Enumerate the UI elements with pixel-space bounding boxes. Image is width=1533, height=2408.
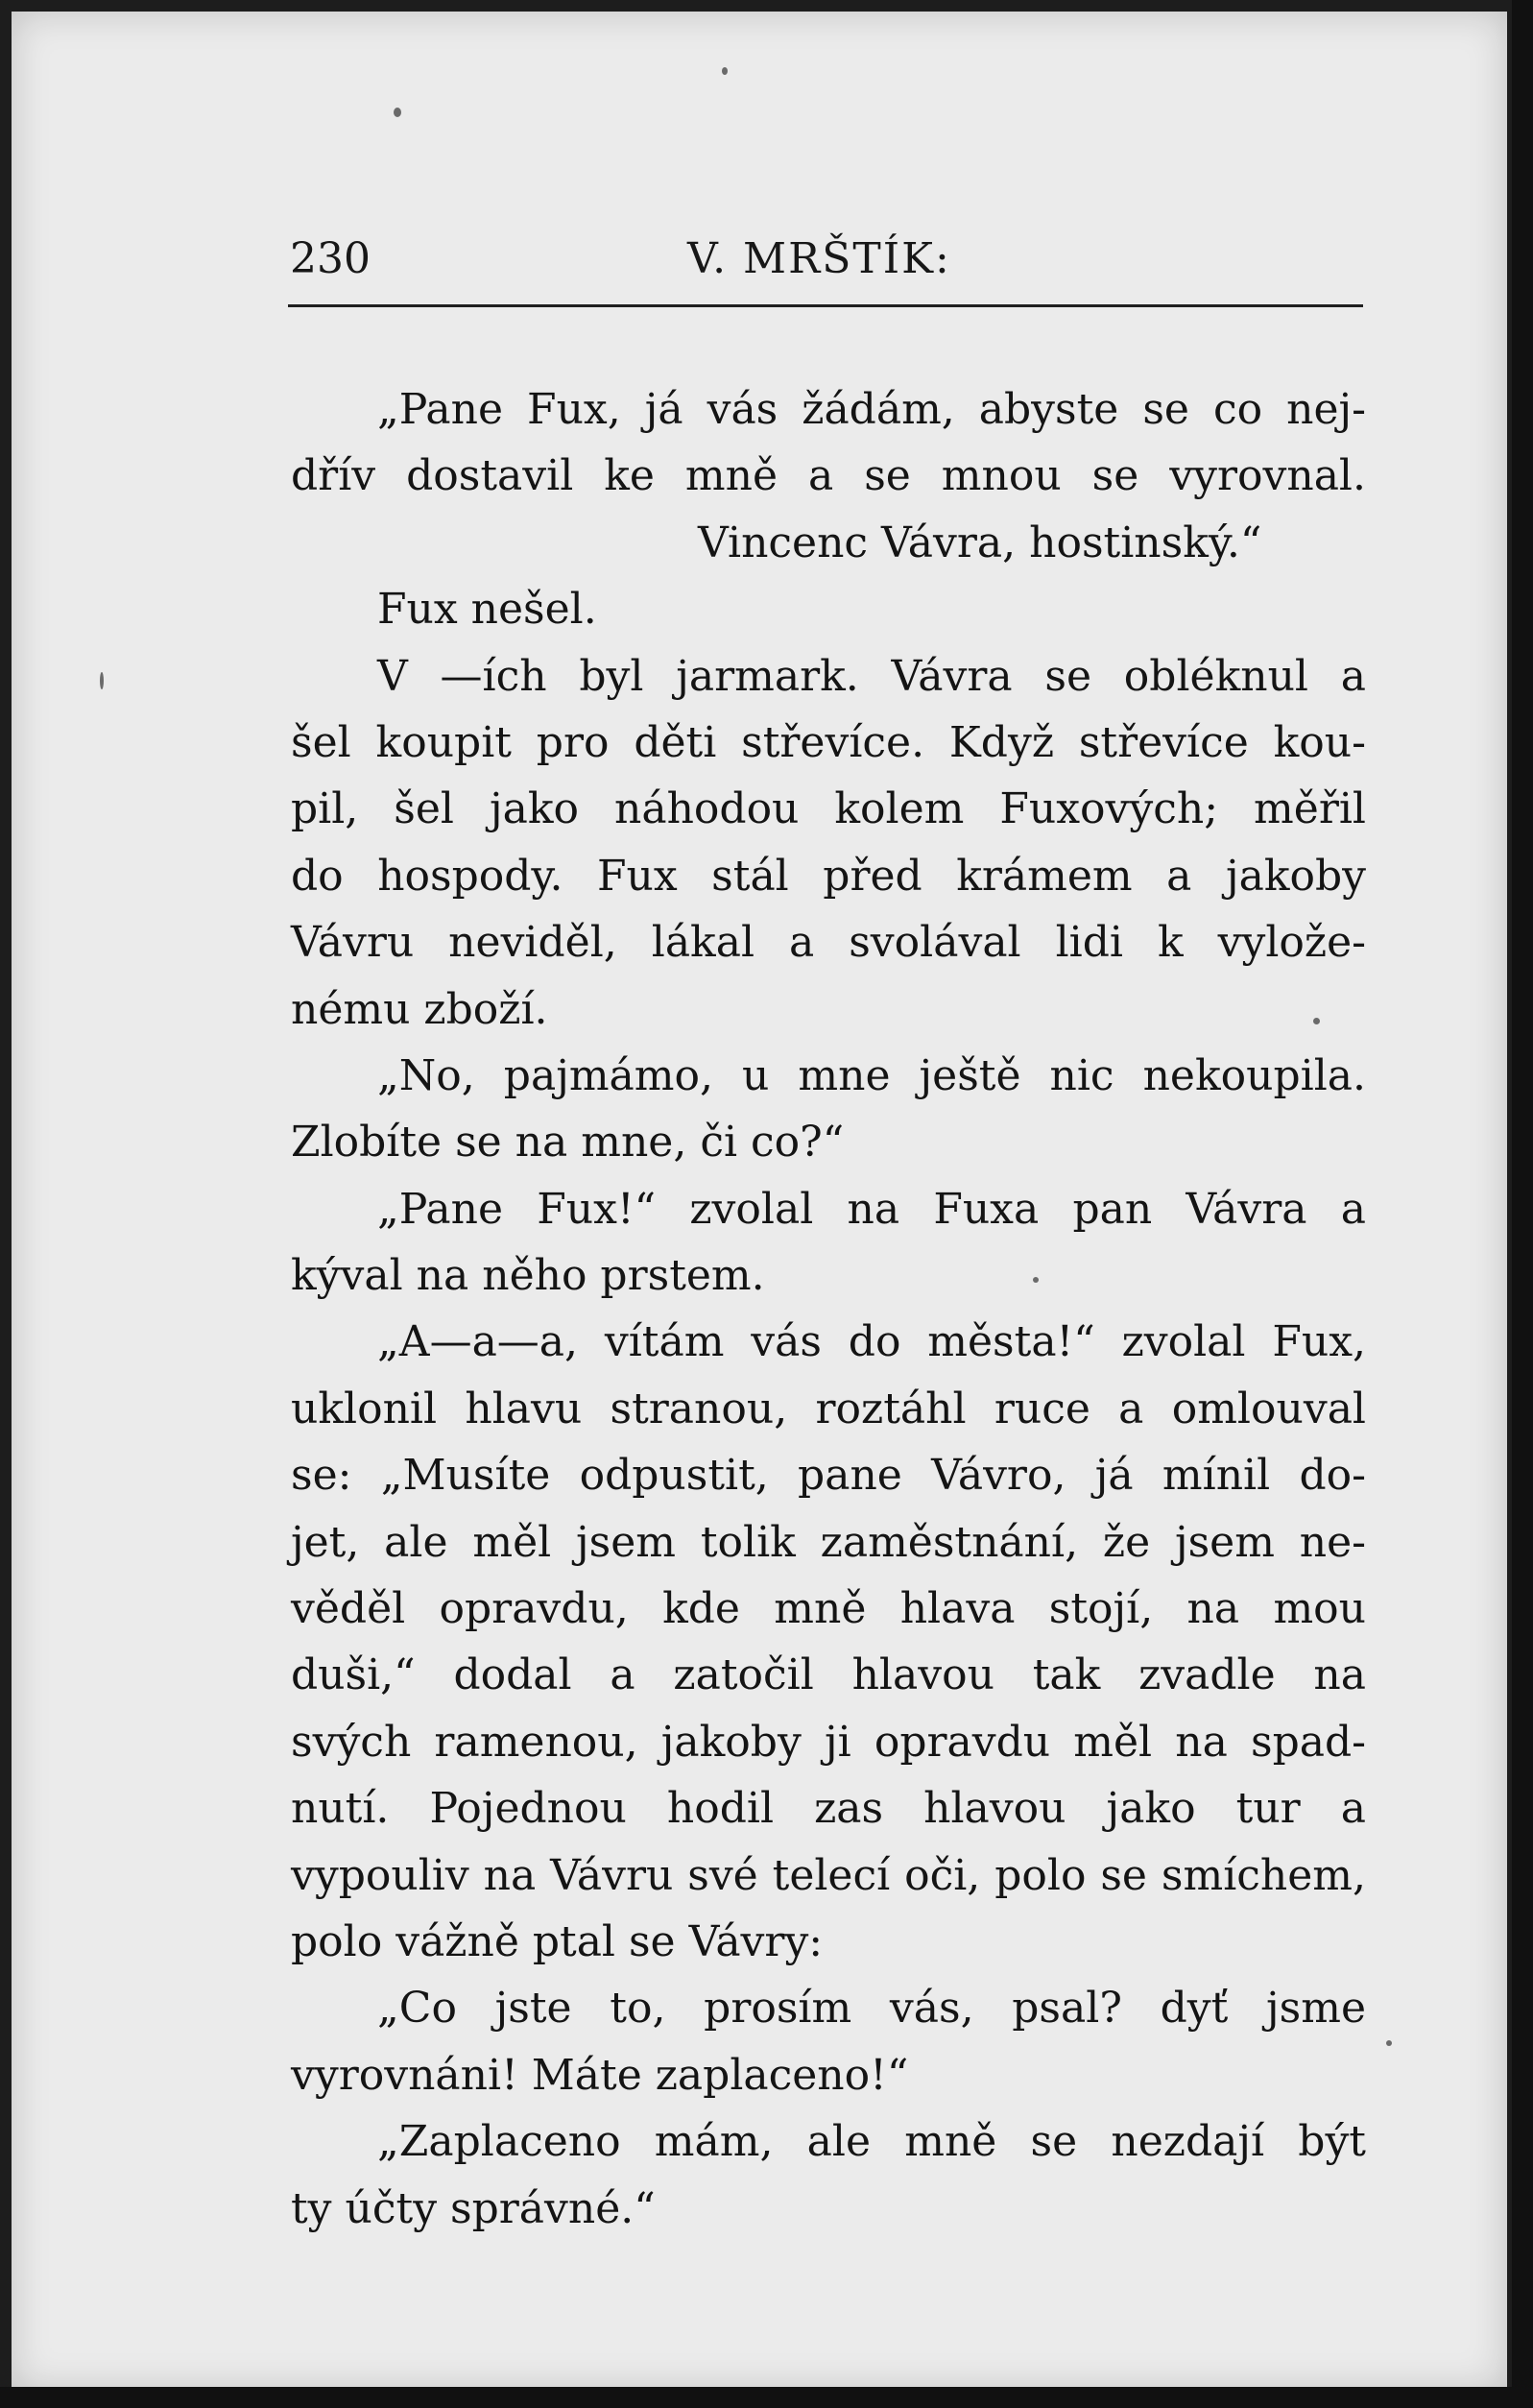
page-header bbox=[284, 230, 1359, 288]
text-line: „No, pajmámo, u mne ještě nic nekoupila. bbox=[377, 1050, 1366, 1100]
text-line: dřív dostavil ke mně a se mnou se vyrovnal. bbox=[291, 451, 1366, 501]
text-line: nutí. Pojednou hodil zas hlavou jako tur a bbox=[291, 1784, 1366, 1834]
text-line: V —ích byl jarmark. Vávra se obléknul a bbox=[377, 651, 1366, 701]
text-line: „Co jste to, prosím vás, psal? dyť jsme bbox=[377, 1984, 1366, 2034]
scan-speck bbox=[394, 108, 401, 117]
scan-speck bbox=[1386, 2040, 1392, 2046]
scan-speck bbox=[100, 672, 104, 689]
page-number: 230 bbox=[290, 234, 371, 283]
text-line: Vávru neviděl, lákal a svolával lidi k vylože- bbox=[291, 918, 1366, 968]
scan-speck bbox=[722, 67, 728, 75]
text-line: pil, šel jako náhodou kolem Fuxových; měřil bbox=[291, 784, 1366, 834]
text-line: „Pane Fux, já vás žádám, abyste se co nej- bbox=[377, 385, 1366, 434]
body-text bbox=[291, 376, 1366, 2242]
text-line: Fux nešel. bbox=[377, 585, 597, 635]
signature-line: Vincenc Vávra, hostinský.“ bbox=[698, 518, 1262, 567]
text-line: „A—a—a, vítám vás do města!“ zvolal Fux, bbox=[377, 1317, 1366, 1367]
text-line: uklonil hlavu stranou, roztáhl ruce a omlouval bbox=[291, 1384, 1366, 1433]
text-line: vyrovnáni! Máte zaplaceno!“ bbox=[291, 2050, 909, 2100]
header-rule bbox=[288, 304, 1363, 307]
text-line: Zlobíte se na mne, či co?“ bbox=[291, 1118, 845, 1168]
scan-speck bbox=[1313, 1018, 1320, 1024]
text-line: ty účty správné.“ bbox=[291, 2183, 656, 2233]
scan-speck bbox=[1033, 1277, 1039, 1283]
text-line: nému zboží. bbox=[291, 984, 548, 1034]
text-line: „Zaplaceno mám, ale mně se nezdají být bbox=[377, 2117, 1366, 2167]
text-line: šel koupit pro děti střevíce. Když střevíce kou- bbox=[291, 717, 1366, 767]
text-line: „Pane Fux!“ zvolal na Fuxa pan Vávra a bbox=[377, 1184, 1366, 1234]
text-line: vypouliv na Vávru své telecí oči, polo se smíchem, bbox=[291, 1850, 1366, 1900]
text-line: polo vážně ptal se Vávry: bbox=[291, 1916, 824, 1966]
text-line: se: „Musíte odpustit, pane Vávro, já mínil do- bbox=[291, 1451, 1366, 1501]
running-head: V. MRŠTÍK: bbox=[687, 234, 951, 283]
text-line: do hospody. Fux stál před krámem a jakoby bbox=[291, 851, 1366, 901]
scan-edge-bottom bbox=[0, 2387, 1533, 2408]
text-line: svých ramenou, jakoby ji opravdu měl na spad- bbox=[291, 1717, 1366, 1767]
text-line: jet, ale měl jsem tolik zaměstnání, že jsem ne- bbox=[291, 1517, 1366, 1567]
text-line: věděl opravdu, kde mně hlava stojí, na mou bbox=[291, 1584, 1366, 1634]
scan-edge-right bbox=[1512, 0, 1533, 2408]
text-line: kýval na něho prstem. bbox=[291, 1251, 765, 1301]
text-line: duši,“ dodal a zatočil hlavou tak zvadle na bbox=[291, 1650, 1366, 1700]
